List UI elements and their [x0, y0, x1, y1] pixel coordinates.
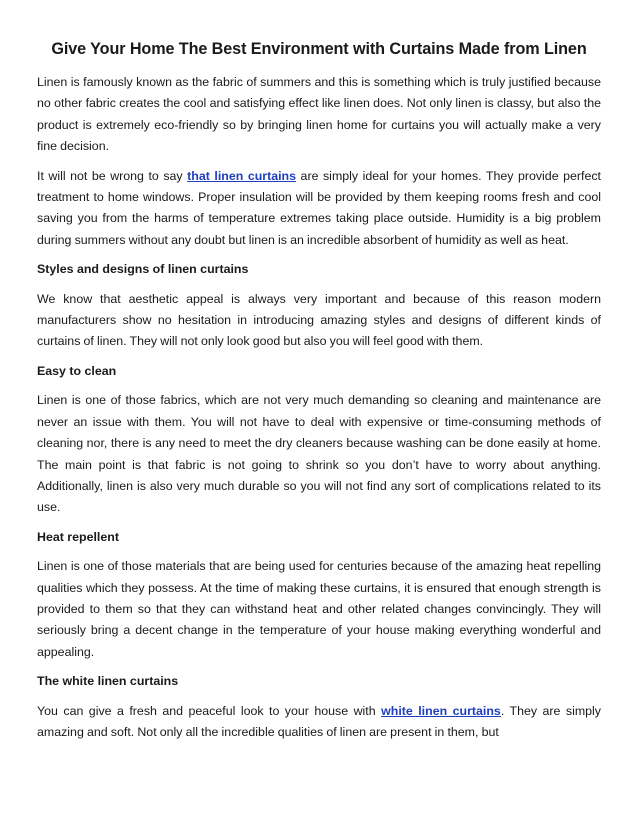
heading-easy-to-clean: Easy to clean: [37, 363, 117, 378]
paragraph-easy-to-clean: Linen is one of those fabrics, which are not very much demanding so cleaning and maintenance are never an issue with them. You will not have to deal with expensive or time-consuming methods of cleaning nor, there is any need to meet the dry cleaners because washing can be done easily at home. The main point is that fabric is not going to shrink so you don’t have to worry about anything. Additionally, linen is also very much durable so you will not find any sort of complications related to its use.: [37, 393, 601, 515]
heading-heat-repellent: Heat repellent: [37, 529, 119, 544]
paragraph-ideal: [37, 166, 601, 252]
paragraph-ideal-text-start: It will not be wrong to say: [37, 168, 188, 183]
paragraph-ideal-text-end: are simply ideal for your homes. They provide perfect treatment to home windows. Proper insulation will be provided by them keeping rooms fresh and cool saving you from the harms of temperature extremes taking place outside. Humidity is a big problem during summers without any doubt but linen is an incredible absorbent of humidity as well as heat.: [37, 168, 601, 247]
link-white-linen-curtains[interactable]: white linen curtains: [381, 703, 501, 718]
page-title: Give Your Home The Best Environment with Curtains Made from Linen: [51, 40, 587, 58]
paragraph-heat-repellent: Linen is one of those materials that are being used for centuries because of the amazing heat repelling qualities which they possess. At the time of making these curtains, it is ensured that enough strength is provided to them so that they can withstand heat and other related changes convincingly. They will seriously bring a decent change in the temperature of your house making everything wonderful and appealing.: [37, 559, 601, 659]
paragraph-white-linen-curtains: [37, 701, 601, 744]
paragraph-white-text-start: You can give a fresh and peaceful look to your house with: [37, 703, 382, 718]
paragraph-white-text-end: . They are simply amazing and soft. Not only all the incredible qualities of linen are present in them, but: [37, 703, 601, 739]
heading-white-linen-curtains: The white linen curtains: [37, 674, 179, 689]
paragraph-intro: Linen is famously known as the fabric of summers and this is something which is truly justified because no other fabric creates the cool and satisfying effect like linen does. Not only linen is classy, but also the product is extremely eco-friendly so by bringing linen home for curtains you will actually make a very fine decision.: [37, 75, 601, 154]
heading-styles-designs: Styles and designs of linen curtains: [37, 262, 249, 277]
paragraph-styles-designs: We know that aesthetic appeal is always very important and because of this reason modern manufacturers show no hesitation in introducing amazing styles and designs of different kinds of curtains of linen. They will not only look good but also you will feel good with them.: [37, 291, 601, 349]
link-that-linen-curtains[interactable]: that linen curtains: [187, 168, 297, 183]
